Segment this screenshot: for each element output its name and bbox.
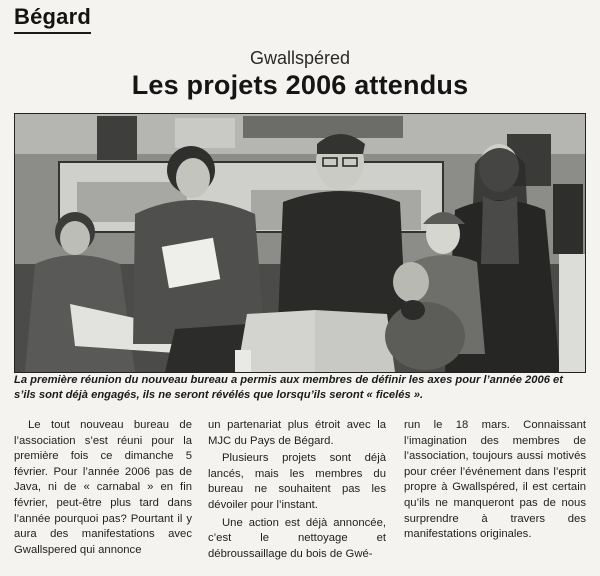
- column-1-paragraph: Le tout nouveau bureau de l’association s’est réuni pour la première fois ce dimanche 5 février. Pour l’année 2006 pas de Java, ni de « carnabal » en fin février, peut-être plus tard dans l’année pourquoi pas? Pourtant il y aura des manifestations avec Gwallspered qui annonce: [14, 419, 192, 556]
- person-2-face: [176, 158, 210, 198]
- paper-sheet: [162, 238, 221, 288]
- dog: [385, 302, 465, 370]
- kicker: Gwallspéred: [249, 48, 351, 68]
- article-photo: [14, 113, 586, 373]
- poster-middle: [175, 118, 235, 148]
- column-2-paragraph-2: Plusieurs projets sont déjà lancés, mais les membres du bureau ne souhaitent pas les dévoiler pour l’instant.: [208, 452, 386, 511]
- fridge: [559, 254, 585, 372]
- poster-left: [97, 116, 137, 160]
- column-3-paragraph: run le 18 mars. Connaissant l’imagination des membres de l’association, toujours aussi motivés pour créer l’événement dans l’esprit propre à Gwallspéred, il est certain qu’ils ne manqueront pas de nous surprendre à travers des manifestations originales.: [404, 419, 586, 541]
- person-3-legs-right: [315, 310, 395, 372]
- dog-head: [401, 300, 425, 320]
- poster-banner: [243, 116, 403, 138]
- column-2-paragraph-1: un partenariat plus étroit avec la MJC du Pays de Bégard.: [208, 419, 386, 447]
- person-4-scarf: [481, 196, 519, 264]
- photo-caption: La première réunion du nouveau bureau a permis aux membres de définir les axes pour l’année 2006 et s’ils sont déjà engagés, ils ne seront révélés que lorsqu’ils seront « ficelés ».: [14, 374, 564, 401]
- poster-far-right: [553, 184, 583, 254]
- bottle: [235, 350, 251, 372]
- section-tag: Bégard: [14, 4, 91, 34]
- column-2-paragraph-3: Une action est déjà annoncée, c’est le nettoyage et débroussaillage du bois de Gwé-: [208, 516, 386, 560]
- column-3: [404, 418, 586, 545]
- article-body: [14, 418, 586, 568]
- headline: Les projets 2006 attendus: [131, 70, 469, 100]
- photo-illustration: [15, 114, 585, 372]
- column-2: [208, 418, 386, 564]
- person-6-face: [393, 262, 429, 302]
- person-1-face: [60, 221, 90, 255]
- column-1: [14, 418, 192, 560]
